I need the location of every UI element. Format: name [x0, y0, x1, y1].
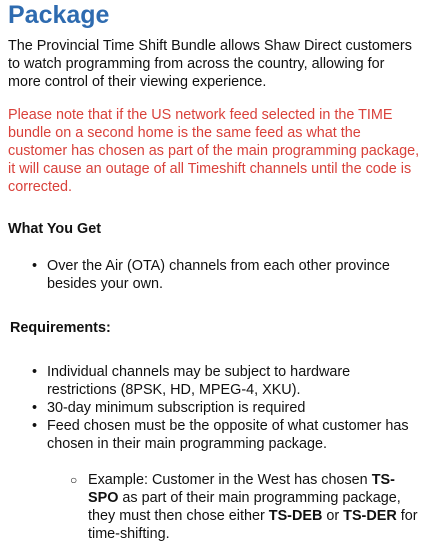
example-or: or [322, 508, 344, 524]
what-you-get-heading: What You Get [8, 221, 102, 237]
list-item-text: Feed chosen must be the opposite of what customer has chosen in their main programming package. [47, 418, 409, 452]
bullet-disc-icon: • [32, 418, 38, 434]
list-item [8, 363, 420, 399]
code-ts-spo: TS-SPO [88, 472, 395, 506]
example-middle: as part of their main programming package, they must then chose either [88, 490, 401, 524]
page-title: Package [8, 1, 110, 29]
bullet-disc-icon: • [32, 258, 38, 274]
what-you-get-list [8, 257, 420, 293]
bullet-disc-icon: • [32, 364, 38, 380]
code-ts-der: TS-DER [343, 508, 397, 524]
bullet-disc-icon: • [32, 400, 38, 416]
warning-note: Please note that if the US network feed selected in the TIME bundle on a second home is the same feed as what the customer has chosen as part of the main programming package, it will cause an outage of all Timeshift channels until the code is corrected. [8, 107, 420, 195]
requirements-heading: Requirements: [10, 320, 111, 336]
list-item [8, 257, 420, 293]
example-suffix: for time-shifting. [88, 508, 418, 542]
code-ts-deb: TS-DEB [268, 508, 323, 524]
list-item-text: Over the Air (OTA) channels from each other province besides your own. [47, 258, 390, 292]
example-sublist [8, 471, 420, 543]
example-prefix: Example: Customer in the West has chosen [88, 472, 372, 488]
example-item [8, 471, 420, 543]
list-item [8, 399, 420, 417]
list-item [8, 417, 420, 453]
bullet-circle-icon: ○ [70, 473, 78, 487]
list-item-text: 30-day minimum subscription is required [47, 400, 306, 416]
list-item-text: Individual channels may be subject to hardware restrictions (8PSK, HD, MPEG-4, XKU). [47, 364, 351, 398]
requirements-list [8, 363, 420, 453]
intro-paragraph: The Provincial Time Shift Bundle allows Shaw Direct customers to watch programming from across the country, allowing for more control of their viewing experience. [8, 38, 412, 90]
package-article [8, 0, 420, 543]
